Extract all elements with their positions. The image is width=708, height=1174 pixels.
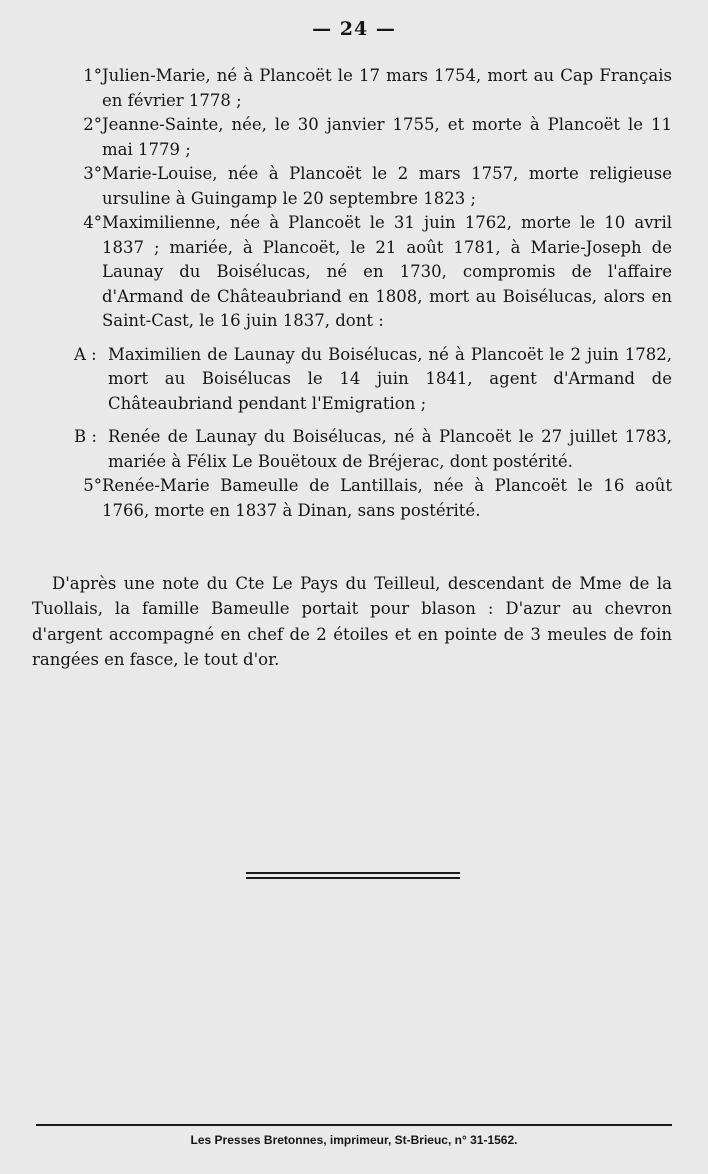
item-text: Renée de Launay du Boisélucas, né à Plancoët le 27 juillet 1783, mariée à Félix Le Bouëtoux de Bréjerac, dont postérité. <box>108 427 672 471</box>
item-text: Jeanne-Sainte, née, le 30 janvier 1755, et morte à Plancoët le 11 mai 1779 ; <box>102 115 672 159</box>
printer-footer: Les Presses Bretonnes, imprimeur, St-Brieuc, n° 31-1562. <box>190 1133 518 1147</box>
item-text: Renée-Marie Bameulle de Lantillais, née à Plancoët le 16 août 1766, morte en 1837 à Dinan, sans postérité. <box>102 476 672 520</box>
page-number: — 24 — <box>312 18 396 40</box>
item-marker: B : <box>74 427 97 446</box>
heraldry-note: D'après une note du Cte Le Pays du Teilleul, descendant de Mme de la Tuollais, la famille Bameulle portait pour blason : D'azur au chevron d'argent accompagné en chef de 2 étoiles et en pointe de 3 meules de foin rangées en fasce, le tout d'or. <box>32 573 672 669</box>
item-text: Marie-Louise, née à Plancoët le 2 mars 1757, morte religieuse ursuline à Guingamp le 20 septembre 1823 ; <box>102 164 672 208</box>
list-item <box>60 474 672 523</box>
item-marker: 5° <box>83 476 102 495</box>
list-item <box>60 211 672 334</box>
item-text: Julien-Marie, né à Plancoët le 17 mars 1754, mort au Cap Français en février 1778 ; <box>102 66 672 110</box>
item-marker: 3° <box>83 164 102 183</box>
list-item <box>60 343 672 417</box>
genealogy-list <box>60 64 672 523</box>
list-item <box>60 64 672 113</box>
list-item <box>60 113 672 162</box>
item-text: Maximilien de Launay du Boisélucas, né à Plancoët le 2 juin 1782, mort au Boisélucas le 14 juin 1841, agent d'Armand de Châteaubriand pendant l'Emigration ; <box>108 344 672 413</box>
item-marker: A : <box>74 344 97 364</box>
item-marker: 2° <box>83 115 102 134</box>
list-item <box>60 425 672 474</box>
item-marker: 4° <box>83 213 102 232</box>
footer-rule <box>36 1124 672 1126</box>
item-text: Maximilienne, née à Plancoët le 31 juin 1762, morte le 10 avril 1837 ; mariée, à Plancoët, le 21 août 1781, à Marie-Joseph de Launay du Boisélucas, né en 1730, compromis de l'affaire d'Armand de Châteaubriand en 1808, mort au Boisélucas, alors en Saint-Cast, le 16 juin 1837, dont : <box>102 213 672 330</box>
list-item <box>60 162 672 211</box>
item-marker: 1° <box>83 66 102 85</box>
ornament-divider <box>246 872 460 882</box>
